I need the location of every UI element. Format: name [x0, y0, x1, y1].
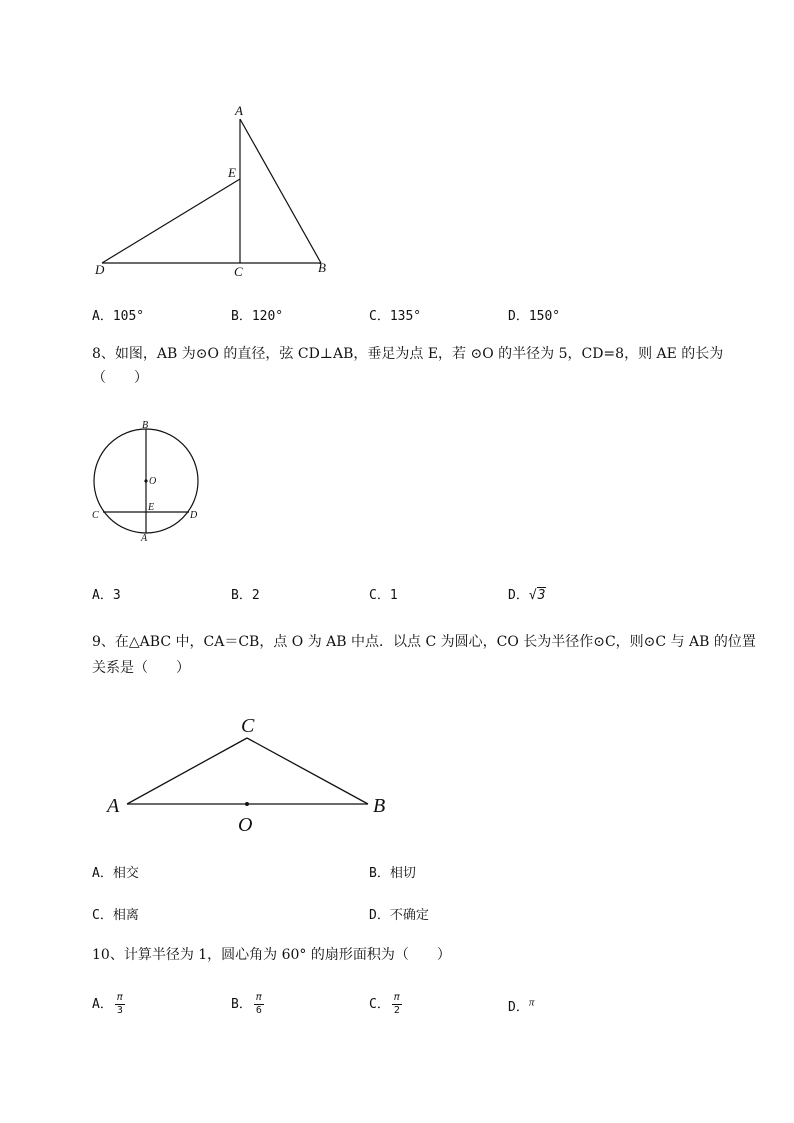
label-e: E — [148, 502, 155, 513]
q10-option-b-prefix: B． — [231, 997, 252, 1012]
label-d: D — [190, 510, 198, 521]
figure-triangle-deacb — [80, 95, 340, 285]
q10-question-line1: 10、计算半径为 1，圆心角为 60° 的扇形面积为（ ） — [92, 947, 451, 963]
q10-option-d-prefix: D． — [508, 1000, 529, 1015]
label-a: A — [107, 795, 120, 817]
label-b: B — [373, 795, 386, 817]
q10-option-a[interactable] — [92, 992, 125, 1017]
label-a: A — [141, 533, 148, 544]
figure-triangle-abc — [100, 705, 400, 840]
denominator: 2 — [393, 1005, 400, 1016]
pi-symbol: π — [528, 996, 535, 1009]
fraction — [392, 992, 402, 1017]
label-a: A — [235, 103, 243, 118]
segment-ab — [240, 119, 321, 263]
q7-option-a[interactable]: A．105° — [92, 309, 145, 324]
segment-ac — [127, 738, 247, 804]
q9-question-line1: 9、在△ABC 中，CA＝CB，点 O 为 AB 中点．以点 C 为圆心，CO 长为半径作⊙C，则⊙C 与 AB 的位置 — [92, 634, 756, 650]
label-o: O — [149, 476, 157, 487]
q8-question-line1: 8、如图，AB 为⊙O 的直径，弦 CD⊥AB，垂足为点 E，若 ⊙O 的半径为 5，CD=8，则 AE 的长为 — [92, 346, 724, 362]
q10-option-c-prefix: C． — [369, 997, 390, 1012]
label-o: O — [238, 814, 253, 836]
center-point-o — [144, 479, 147, 482]
segment-cb — [247, 738, 368, 804]
segment-de — [102, 179, 240, 263]
denominator: 3 — [116, 1005, 123, 1016]
q8-option-a[interactable]: A．3 — [92, 588, 121, 603]
label-c: C — [241, 715, 255, 737]
label-c: C — [234, 264, 243, 279]
label-b: B — [142, 420, 149, 431]
label-d: D — [95, 262, 105, 277]
q8-option-c[interactable]: C．1 — [369, 588, 398, 603]
fraction — [115, 992, 125, 1017]
numerator: π — [116, 992, 123, 1003]
label-e: E — [228, 165, 236, 180]
q9-option-d[interactable]: D．不确定 — [369, 908, 429, 923]
q10-option-c[interactable] — [369, 992, 402, 1017]
q7-option-c[interactable]: C．135° — [369, 309, 422, 324]
q7-option-b[interactable]: B．120° — [231, 309, 284, 324]
label-c: C — [92, 510, 99, 521]
q9-option-c[interactable]: C．相离 — [92, 908, 139, 923]
q10-option-d[interactable] — [508, 996, 534, 1015]
midpoint-o — [245, 802, 249, 806]
q10-option-b[interactable] — [231, 992, 264, 1017]
numerator: π — [393, 992, 400, 1003]
q9-option-b[interactable]: B．相切 — [369, 866, 416, 881]
sqrt-radicand: 3 — [537, 588, 546, 603]
q9-option-a[interactable]: A．相交 — [92, 866, 139, 881]
denominator: 6 — [255, 1005, 262, 1016]
q8-option-d-prefix: D． — [508, 588, 529, 603]
fraction — [254, 992, 264, 1017]
q8-option-b[interactable]: B．2 — [231, 588, 260, 603]
numerator: π — [255, 992, 262, 1003]
q7-option-d[interactable]: D．150° — [508, 309, 561, 324]
q10-option-a-prefix: A． — [92, 997, 113, 1012]
figure-circle-o — [85, 415, 210, 545]
q8-option-d[interactable] — [508, 584, 546, 603]
q9-question-line2: 关系是（ ） — [92, 660, 190, 676]
label-b: B — [318, 260, 326, 275]
sqrt-symbol: √3 — [528, 588, 546, 603]
q8-question-line2: （ ） — [92, 370, 148, 386]
